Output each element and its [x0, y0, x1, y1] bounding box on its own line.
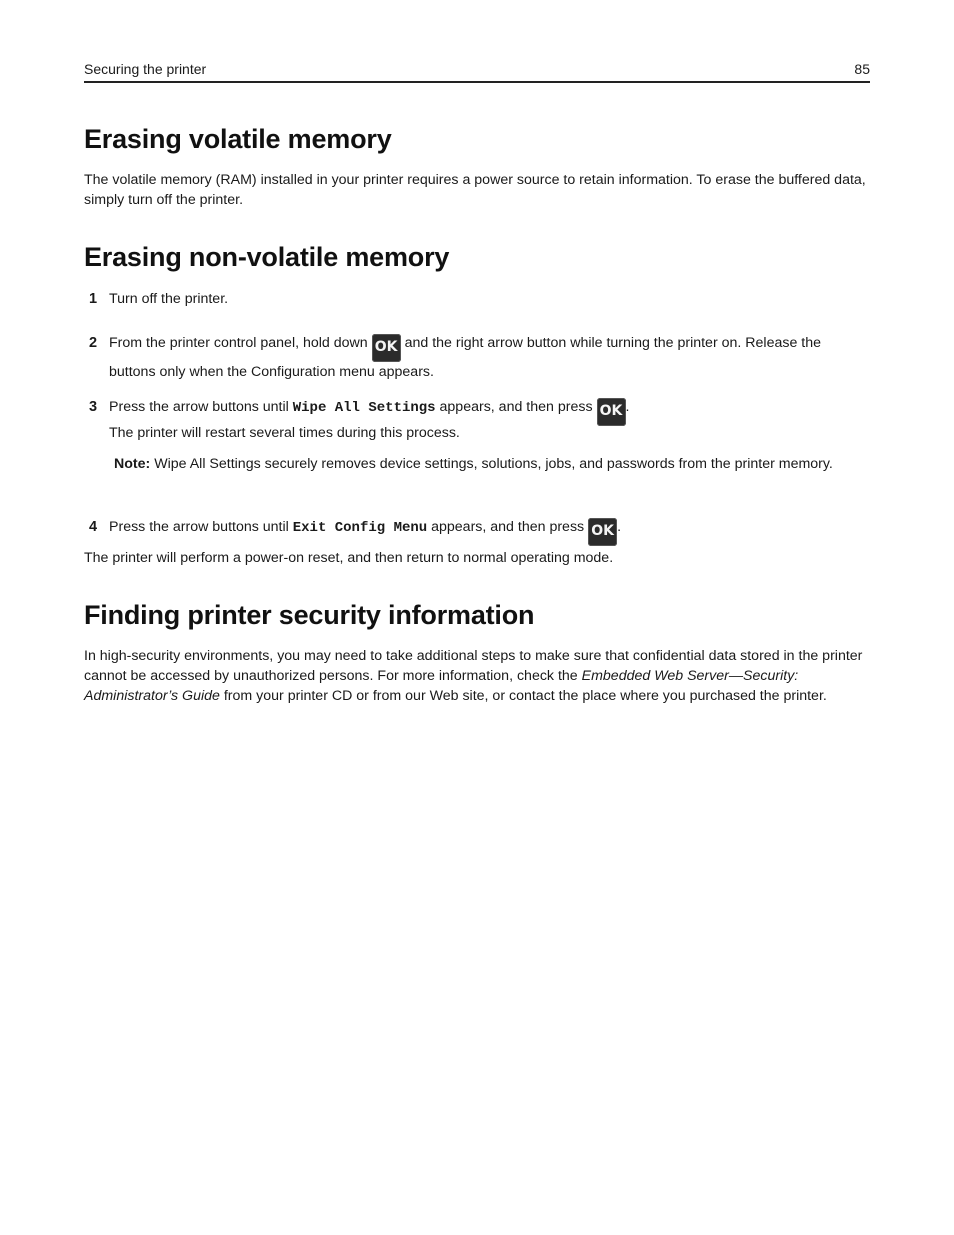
step-subtext: The printer will restart several times during this process.	[109, 425, 460, 441]
ok-button-icon: OK	[597, 398, 626, 426]
step-text-before: From the printer control panel, hold down	[109, 335, 368, 351]
guide-title: Embedded Web Server—Security: Administrator’s Guide	[84, 668, 799, 704]
step-number: 2	[89, 335, 98, 351]
header-section-title: Securing the printer	[84, 61, 207, 77]
step-text: Turn off the printer.	[109, 291, 229, 307]
step-text: Press the arrow buttons until Exit Config Menu appears, and then press OK .	[109, 517, 869, 546]
heading-erasing-volatile: Erasing volatile memory	[84, 124, 392, 154]
ok-button-icon: OK	[372, 334, 401, 362]
step-text-before: Press the arrow buttons until	[109, 519, 289, 535]
step-text: Press the arrow buttons until Wipe All Settings appears, and then press OK .	[109, 397, 869, 426]
step-text-after: and the right arrow button while turning the printer on. Release the buttons only when the Configuration menu appears.	[109, 335, 821, 380]
note-label: Note:	[114, 456, 151, 472]
note-body: Wipe All Settings securely removes device settings, solutions, jobs, and passwords from the printer memory.	[154, 456, 833, 472]
step-number: 3	[89, 399, 98, 415]
menu-code-wipe-all-settings: Wipe All Settings	[292, 400, 436, 416]
page-number: 85	[854, 61, 870, 77]
finding-text-end: from your printer CD or from our Web site, or contact the place where you purchased the printer.	[223, 688, 827, 704]
finding-text-start: In high-security environments, you may need to take additional steps to make sure that confidential data stored in the printer cannot be accessed by unauthorized persons. For more information, check the	[84, 648, 863, 684]
heading-erasing-nonvolatile: Erasing non-volatile memory	[84, 242, 450, 272]
note-text	[114, 454, 834, 474]
volatile-paragraph: The volatile memory (RAM) installed in your printer requires a power source to retain information. To erase the buffered data, simply turn off the printer.	[84, 172, 866, 208]
menu-code-exit-config-menu: Exit Config Menu	[292, 520, 428, 536]
step-text-after: appears, and then press	[439, 399, 593, 415]
step-text	[109, 333, 869, 382]
step-number: 1	[89, 291, 98, 307]
heading-finding-security-info: Finding printer security information	[84, 600, 535, 630]
step-text-before: Press the arrow buttons until	[109, 399, 289, 415]
step-number: 4	[89, 519, 98, 535]
closing-paragraph: The printer will perform a power-on reset, and then return to normal operating mode.	[84, 550, 614, 566]
ok-button-icon: OK	[588, 518, 617, 546]
step-text-after: appears, and then press	[431, 519, 585, 535]
finding-paragraph	[84, 646, 870, 706]
page-header	[84, 60, 870, 83]
